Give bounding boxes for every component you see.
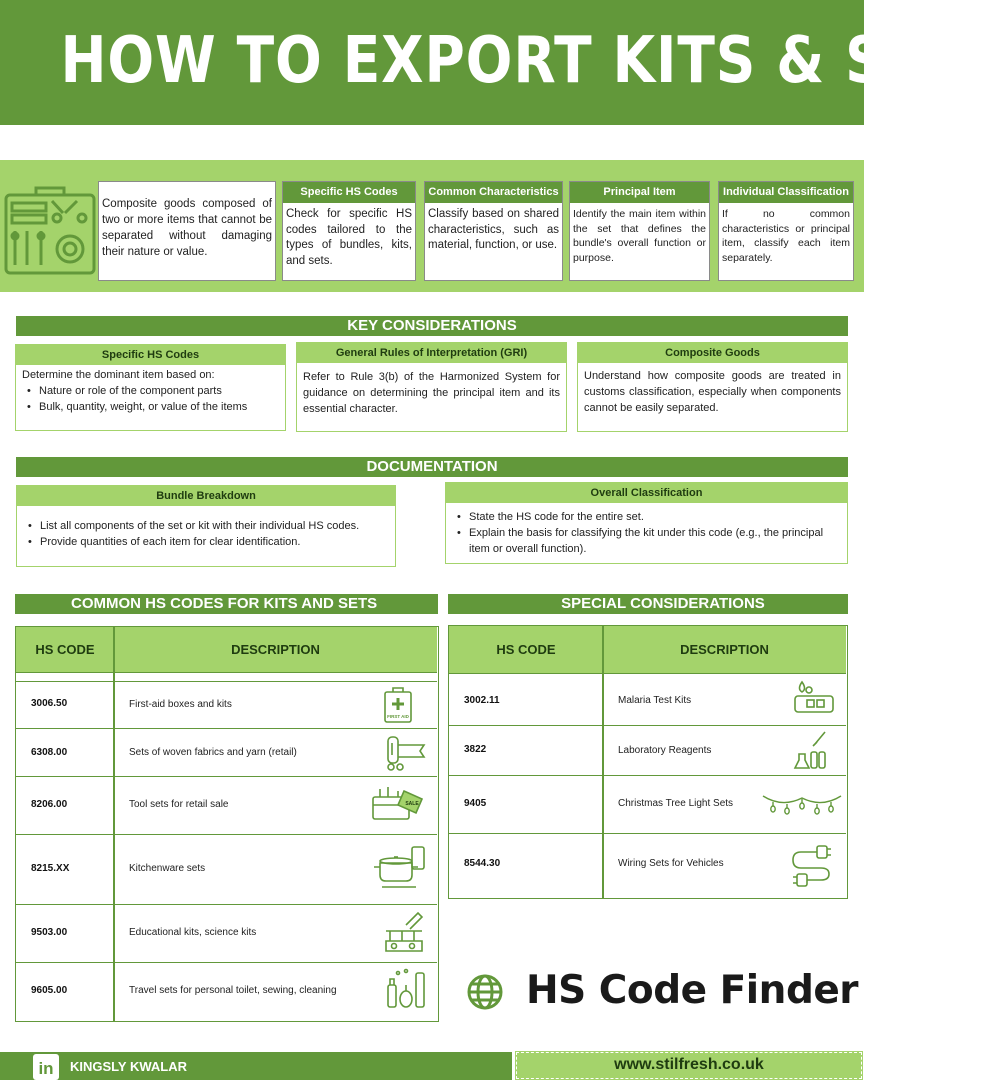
key-composite-box	[577, 342, 848, 432]
card-text: Classify based on shared characteristics, such as material, function, or use.	[428, 208, 559, 251]
table-spacer	[16, 673, 437, 682]
table-row	[16, 963, 437, 1021]
card-specific-hs-codes	[282, 181, 416, 281]
list-item: • Explain the basis for classifying the kit under this code (e.g., the principal item or overall function).	[452, 525, 841, 557]
wiring-icon	[791, 842, 833, 886]
hs-code: 3002.11	[464, 695, 500, 706]
card-text: If no common characteristics or principal item, classify each item separately.	[722, 208, 850, 264]
first-aid-kit-icon	[384, 686, 412, 724]
list-item: • Bulk, quantity, weight, or value of the items	[22, 399, 279, 415]
table-row	[449, 776, 846, 834]
hs-code: 9405	[464, 798, 487, 809]
hs-code: 3822	[464, 744, 487, 755]
card-principal-item	[569, 181, 710, 281]
science-kit-icon	[382, 911, 426, 953]
lab-reagents-icon	[795, 730, 827, 772]
string-lights-icon	[761, 792, 843, 816]
linkedin-icon[interactable]	[33, 1054, 59, 1080]
table-row	[449, 674, 846, 726]
table-row	[16, 777, 437, 835]
bundle-breakdown-box	[16, 485, 396, 567]
hs-code: 9503.00	[31, 927, 68, 938]
hs-description: Kitchenware sets	[129, 863, 206, 874]
hs-code: 9605.00	[31, 985, 68, 996]
table-row	[449, 726, 846, 776]
special-considerations-table	[448, 625, 848, 899]
composite-goods-text: Composite goods composed of two or more items that cannot be separated without damaging their nature or value.	[102, 198, 272, 258]
column-header-description: DESCRIPTION	[680, 642, 769, 657]
composite-goods-card	[98, 181, 276, 281]
common-hs-codes-heading: COMMON HS CODES FOR KITS AND SETS	[15, 594, 438, 614]
hs-code: 6308.00	[31, 747, 68, 758]
column-header-description: DESCRIPTION	[231, 642, 320, 657]
hs-code: 8544.30	[464, 858, 501, 869]
special-considerations-heading: SPECIAL CONSIDERATIONS	[448, 594, 848, 614]
card-text: Check for specific HS codes tailored to the types of bundles, kits, and sets.	[286, 208, 412, 267]
table-header-row	[449, 626, 846, 674]
card-title: Common Characteristics	[425, 182, 562, 203]
hs-description: Tool sets for retail sale	[129, 799, 229, 810]
hs-code: 3006.50	[31, 698, 68, 709]
key-hs-title: Specific HS Codes	[16, 345, 285, 365]
column-divider	[602, 626, 604, 898]
key-hs-intro: Determine the dominant item based on:	[22, 369, 215, 381]
card-title: Individual Classification	[719, 182, 853, 203]
card-text: Identify the main item within the set that defines the bundle's overall function or purpose.	[573, 208, 706, 264]
sale-label: SALE	[405, 801, 419, 807]
key-gri-title: General Rules of Interpretation (GRI)	[297, 343, 566, 363]
hs-description: Educational kits, science kits	[129, 927, 257, 938]
column-header-code: HS CODE	[496, 642, 556, 657]
key-gri-box	[296, 342, 567, 432]
common-hs-codes-table	[15, 626, 439, 1022]
key-hs-box	[15, 344, 286, 431]
overall-classification-box	[445, 482, 848, 564]
table-row	[16, 729, 437, 777]
hs-description: Travel sets for personal toilet, sewing, cleaning	[129, 985, 337, 996]
table-header-row	[16, 627, 437, 673]
overall-classification-title: Overall Classification	[446, 483, 847, 503]
table-row	[16, 682, 437, 729]
hs-description: Wiring Sets for Vehicles	[618, 858, 724, 869]
hs-description: Christmas Tree Light Sets	[618, 798, 734, 809]
hs-description: Laboratory Reagents	[618, 745, 712, 756]
documentation-heading: DOCUMENTATION	[16, 457, 848, 477]
card-common-characteristics	[424, 181, 563, 281]
card-title: Specific HS Codes	[283, 182, 415, 203]
list-item: • List all components of the set or kit with their individual HS codes.	[23, 518, 389, 534]
key-composite-title: Composite Goods	[578, 343, 847, 363]
globe-icon	[466, 973, 504, 1011]
list-item: • Nature or role of the component parts	[22, 383, 279, 399]
key-composite-text: Understand how composite goods are treated in customs classification, especially when components cannot be easily separated.	[584, 370, 841, 414]
card-title: Principal Item	[570, 182, 709, 203]
hs-description: Malaria Test Kits	[618, 695, 692, 706]
list-item: • State the HS code for the entire set.	[452, 509, 841, 525]
table-row	[16, 905, 437, 963]
card-individual-classification	[718, 181, 854, 281]
hs-description: First-aid boxes and kits	[129, 699, 232, 710]
author-name: KINGSLY KWALAR	[70, 1059, 188, 1074]
toolbox-sale-icon	[370, 783, 428, 823]
table-row	[16, 835, 437, 905]
page-title: HOW TO EXPORT KITS & SETS	[60, 24, 1003, 98]
table-row	[449, 834, 846, 898]
first-aid-label: FIRST AID	[387, 714, 409, 719]
website-link[interactable]: www.stilfresh.co.uk	[614, 1056, 764, 1073]
test-kit-icon	[793, 680, 835, 716]
hs-code: 8215.XX	[31, 863, 70, 874]
toiletries-icon	[384, 967, 428, 1011]
hs-description: Sets of woven fabrics and yarn (retail)	[129, 747, 297, 758]
key-gri-text: Refer to Rule 3(b) of the Harmonized System for guidance on determining the principal item and its essential character.	[303, 371, 560, 415]
column-divider	[113, 627, 115, 1021]
linkedin-label: in	[38, 1059, 54, 1078]
hs-code: 8206.00	[31, 799, 68, 810]
cookware-icon	[372, 843, 428, 891]
bundle-breakdown-title: Bundle Breakdown	[17, 486, 395, 506]
key-considerations-heading: KEY CONSIDERATIONS	[16, 316, 848, 336]
column-header-code: HS CODE	[35, 642, 95, 657]
toolbox-icon	[3, 183, 97, 277]
sewing-machine-icon	[384, 733, 426, 773]
list-item: • Provide quantities of each item for clear identification.	[23, 534, 389, 550]
hs-code-finder-logo-text: HS Code Finder	[526, 968, 859, 1013]
